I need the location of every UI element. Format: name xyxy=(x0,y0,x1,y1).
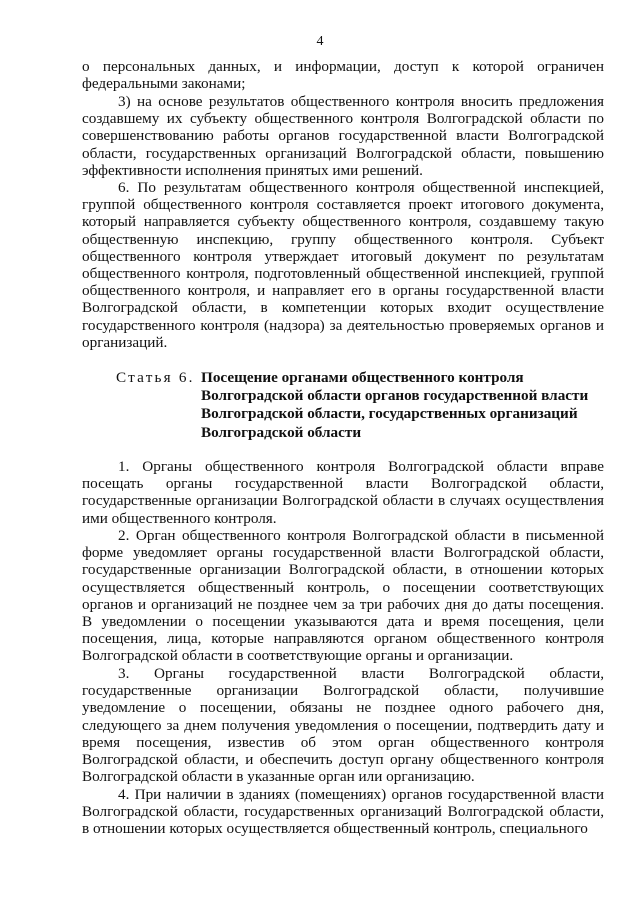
paragraph-item-3: 3) на основе результатов общественного контроля вносить предложения создавшему их субъекту общественного контроля Волгоградской области по совершенствованию работы органов государственной власти Волгоградской области, государственных организаций Волгоградской области, повышению эффективности исполнения принятых ими решений. xyxy=(82,93,604,179)
paragraph-6: 6. По результатам общественного контроля общественной инспекцией, группой общественного контроля составляется проект итогового документа, который направляется субъекту общественного контроля, создавшему такую общественную инспекцию, группу общественного контроля. Субъект общественного контроля утверждает итоговый документ по результатам общественного контроля, подготовленный общественной инспекцией, группой общественного контроля, и направляет его в органы государственной власти Волгоградской области, в компетенции которых входит осуществление государственного контроля (надзора) за деятельностью проверяемых органов и организаций. xyxy=(82,179,604,351)
article-paragraph-4: 4. При наличии в зданиях (помещениях) органов государственной власти Волгоградской области, государственных организаций Волгоградской области, в отношении которых осуществляется общественный контроль, специального xyxy=(82,786,604,838)
article-paragraph-2: 2. Орган общественного контроля Волгоградской области в письменной форме уведомляет органы государственной власти Волгоградской области, государственные организации Волгоградской области, в отношении которых осуществляется общественный контроль, о посещении соответствующих органов и организаций не позднее чем за три рабочих дня до даты посещения. В уведомлении о посещении указываются дата и время посещения, цели посещения, лица, которые направляются органом общественного контроля Волгоградской области в соответствующие органы и организации. xyxy=(82,527,604,665)
article-title xyxy=(201,369,621,442)
article-paragraph-1: 1. Органы общественного контроля Волгоградской области вправе посещать органы государственной власти Волгоградской области, государственные организации Волгоградской области в случаях осуществления ими общественного контроля. xyxy=(82,458,604,527)
paragraph-continuation: о персональных данных, и информации, доступ к которой ограничен федеральными законами; xyxy=(82,58,604,93)
article-title-line: Волгоградской области, государственных организаций xyxy=(201,405,578,423)
article-paragraph-3: 3. Органы государственной власти Волгоградской области, государственные организации Волгоградской области, получившие уведомление о посещении, обязаны не позднее одного рабочего дня, следующего за днем получения уведомления о посещении, подтвердить дату и время посещения, известив об этом орган общественного контроля Волгоградской области, и обеспечить доступ органу общественного контроля Волгоградской области в указанные орган или организацию. xyxy=(82,665,604,786)
article-title-line: Посещение органами общественного контроля xyxy=(201,369,524,386)
article-title-line: Волгоградской области органов государственной власти xyxy=(201,387,589,405)
article-label: Статья 6. xyxy=(116,369,195,386)
article-title-line: Волгоградской области xyxy=(201,423,362,441)
page-number: 4 xyxy=(316,34,324,49)
